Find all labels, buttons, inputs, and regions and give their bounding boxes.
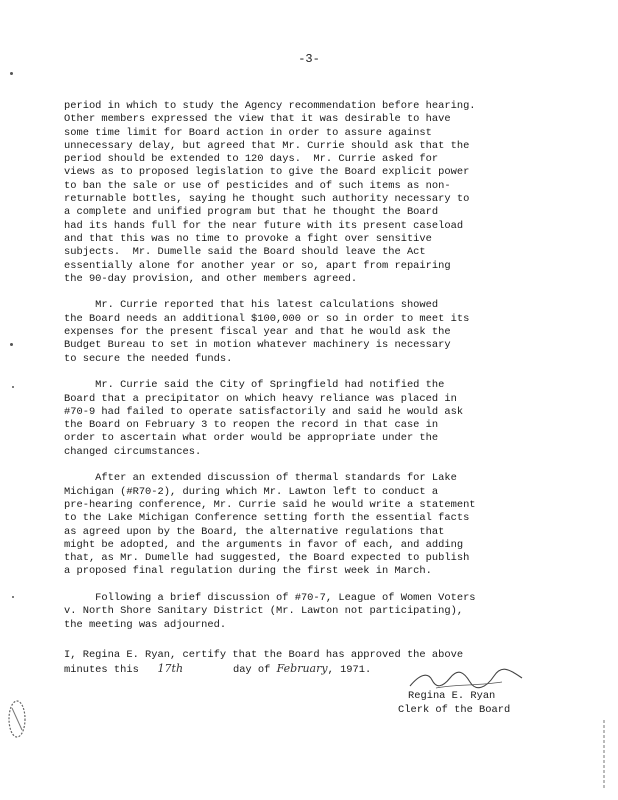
text-line: some time limit for Board action in order to assure against — [64, 126, 432, 139]
text-line: Michigan (#R70-2), during which Mr. Lawton left to conduct a — [64, 485, 439, 498]
handwritten-month: February — [276, 662, 328, 675]
text-line: to secure the needed funds. — [64, 352, 233, 365]
paragraph-spacer — [64, 366, 572, 379]
text-line: changed circumstances. — [64, 445, 202, 458]
paragraph-spacer — [64, 579, 572, 592]
text-line: v. North Shore Sanitary District (Mr. Lawton not participating), — [64, 605, 464, 618]
scan-speck — [12, 596, 14, 598]
text-line: expenses for the present fiscal year and that he would ask the — [64, 326, 451, 339]
text-line: period should be extended to 120 days. Mr. Currie asked for — [64, 153, 439, 166]
paragraph-1 — [64, 100, 572, 286]
text-line: #70-9 had failed to operate satisfactorily and said he would ask — [64, 405, 464, 418]
text-line: might be adopted, and the arguments in favor of each, and adding — [64, 538, 464, 551]
text-line: the 90-day provision, and other members agreed. — [64, 272, 358, 285]
text-line: Following a brief discussion of #70-7, League of Women Voters — [64, 591, 476, 604]
text-line: pre-hearing conference, Mr. Currie said he would write a statement — [64, 498, 476, 511]
text-line: order to ascertain what order would be appropriate under the — [64, 432, 439, 445]
scan-speck — [10, 72, 13, 75]
text-line: as agreed upon by the Board, the alternative regulations that — [64, 525, 445, 538]
paragraph-2 — [64, 299, 572, 365]
text-line: had its hands full for the near future with its present caseload — [64, 219, 464, 232]
certification-line: I, Regina E. Ryan, certify that the Board has approved the above — [64, 649, 464, 661]
text-line: views as to proposed legislation to give the Board explicit power — [64, 166, 470, 179]
text-line: Other members expressed the view that it was desirable to have — [64, 113, 451, 126]
text-line: returnable bottles, saying he thought such authority necessary to — [64, 193, 470, 206]
page-number: -3- — [298, 52, 320, 66]
handwritten-signature — [406, 668, 526, 692]
year-suffix: , 1971. — [327, 664, 372, 676]
paragraph-spacer — [64, 286, 572, 299]
text-line: a proposed final regulation during the first week in March. — [64, 565, 432, 578]
text-line: the meeting was adjourned. — [64, 618, 227, 631]
day-of-label: day of — [232, 664, 271, 676]
paragraph-spacer — [64, 459, 572, 472]
text-line: subjects. Mr. Dumelle said the Board should leave the Act — [64, 246, 426, 259]
scan-speck — [10, 343, 13, 346]
text-line: Board that a precipitator on which heavy reliance was placed in — [64, 392, 457, 405]
paragraph-3 — [64, 379, 572, 459]
text-line: After an extended discussion of thermal standards for Lake — [64, 472, 457, 485]
text-line: to ban the sale or use of pesticides and of such items as non- — [64, 179, 451, 192]
text-line: Budget Bureau to set in motion whatever machinery is necessary — [64, 339, 451, 352]
signer-name: Regina E. Ryan — [408, 690, 496, 702]
text-line: the Board needs an additional $100,000 or so in order to meet its — [64, 312, 470, 325]
text-line: unnecessary delay, but agreed that Mr. Currie should ask that the — [64, 139, 470, 152]
signer-title: Clerk of the Board — [398, 704, 511, 716]
scan-speck — [12, 386, 14, 388]
text-line: a complete and unified program but that he thought the Board — [64, 206, 439, 219]
text-line: that, as Mr. Dumelle had suggested, the Board expected to publish — [64, 552, 470, 565]
stamp-mark — [6, 698, 28, 740]
text-line: Mr. Currie said the City of Springfield had notified the — [64, 379, 445, 392]
paragraph-4 — [64, 472, 572, 578]
minutes-body — [64, 100, 572, 632]
minutes-this-label: minutes this — [64, 664, 139, 676]
handwritten-day: 17th — [157, 662, 184, 675]
text-line: to the Lake Michigan Conference setting forth the essential facts — [64, 512, 470, 525]
text-line: period in which to study the Agency recommendation before hearing. — [64, 100, 476, 112]
text-line: the Board on February 3 to reopen the record in that case in — [64, 419, 439, 432]
paragraph-5 — [64, 592, 572, 632]
text-line: and that this was no time to provoke a fight over sensitive — [64, 232, 432, 245]
text-line: Mr. Currie reported that his latest calculations showed — [64, 299, 439, 312]
text-line: essentially alone for another year or so, apart from repairing — [64, 259, 451, 272]
edge-mark — [600, 720, 608, 790]
